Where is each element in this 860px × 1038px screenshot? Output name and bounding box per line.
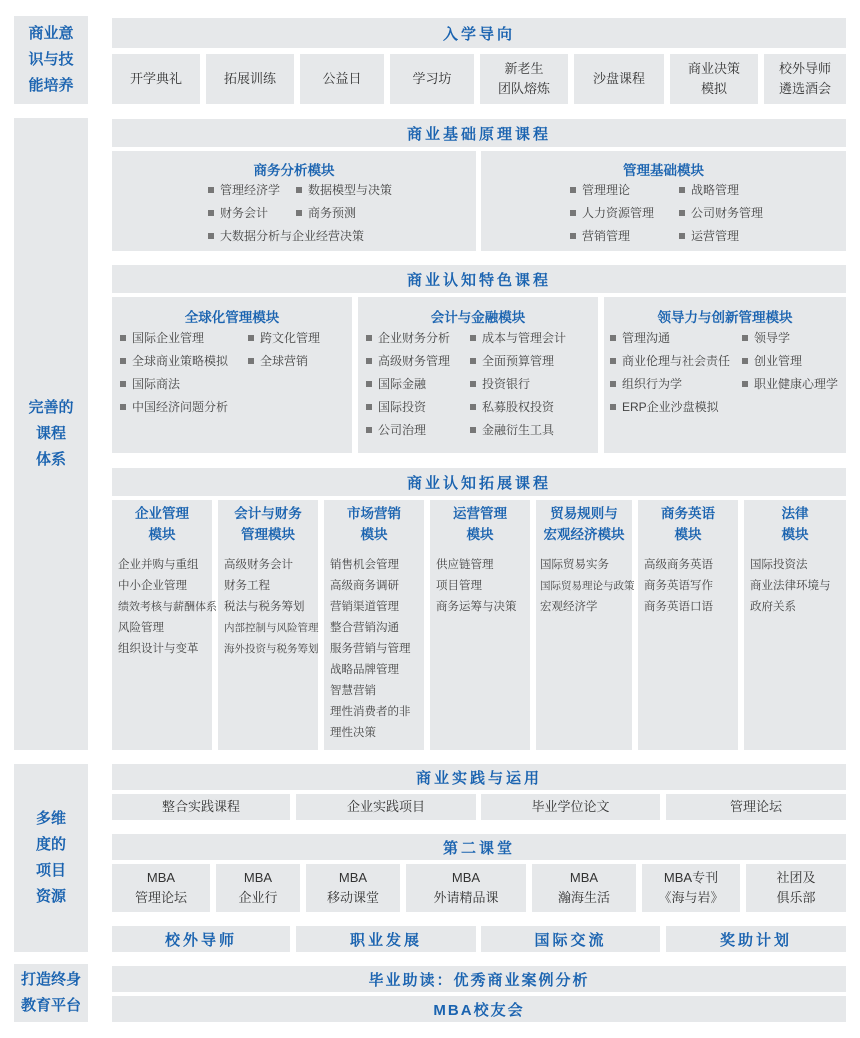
course-item: 公司治理: [366, 419, 450, 442]
course-item: 风险管理: [118, 622, 164, 634]
second-class-item: MBA 瀚海生活: [532, 864, 636, 912]
orientation-title: 入学导向: [442, 25, 515, 43]
category-line: 体系: [35, 451, 66, 468]
course-item: 项目管理: [436, 580, 482, 592]
orientation-item-label: 模拟: [700, 81, 727, 96]
module-items-col1: [120, 327, 228, 419]
bottom-item-label: 国际交流: [534, 931, 607, 949]
extension-column-items: [112, 555, 217, 660]
accounting-finance-module: [358, 297, 598, 453]
extension-column-title: 会计与财务 管理模块: [234, 506, 302, 542]
course-item: 组织行为学: [610, 373, 730, 396]
category-line: 教育平台: [20, 997, 81, 1014]
orientation-item-label: 新老生: [504, 61, 544, 76]
orientation-item-label: 商业决策: [687, 61, 740, 76]
module-title: 会计与金融模块: [430, 310, 526, 325]
category-line: 项目: [35, 862, 66, 879]
second-class-item: MBA 移动课堂: [306, 864, 400, 912]
extension-column: [638, 500, 738, 750]
course-item: 高级商务调研: [330, 580, 399, 592]
bottom-item-label: 奖助计划: [719, 931, 792, 949]
practice-title: 商业实践与运用: [415, 769, 542, 787]
module-items-col1: [570, 179, 654, 248]
orientation-item: [480, 54, 568, 104]
orientation-item-label: 开学典礼: [129, 71, 182, 86]
course-item: 国际贸易理论与政策: [540, 580, 635, 592]
course-item: 投资银行: [470, 373, 566, 396]
course-item: 高级财务会计: [224, 559, 293, 571]
course-item: 商务英语写作: [644, 580, 713, 592]
course-item: 管理经济学: [208, 179, 364, 202]
orientation-item: [390, 54, 474, 104]
featured-title: 商业认知特色课程: [406, 271, 551, 289]
extension-column-items: [218, 555, 318, 660]
category-curriculum: [14, 118, 88, 750]
course-item: 理性决策: [330, 727, 376, 739]
orientation-item: [670, 54, 758, 104]
orientation-item: [206, 54, 294, 104]
module-items-col1: [610, 327, 730, 419]
course-item: 整合营销沟通: [330, 622, 399, 634]
category-line: 能培养: [28, 77, 74, 94]
course-item: 创业管理: [742, 350, 838, 373]
course-item: 大数据分析与企业经营决策: [208, 225, 364, 248]
course-item: 商业法律环境与: [750, 580, 831, 592]
practice-header: [112, 764, 846, 790]
course-item: 企业并购与重组: [118, 559, 199, 571]
course-item: 国际商法: [120, 373, 228, 396]
extension-header: [112, 468, 846, 496]
practice-item-label: 管理论坛: [729, 799, 782, 814]
course-item: 管理理论: [570, 179, 654, 202]
course-item: 国际企业管理: [120, 327, 228, 350]
graduation-text: 毕业助读：优秀商业案例分析: [368, 971, 590, 989]
category-line: 完善的: [28, 399, 74, 416]
category-line: 度的: [35, 836, 66, 853]
course-item: 组织设计与变革: [118, 643, 199, 655]
practice-item: [666, 794, 846, 820]
basic-principles-title: 商业基础原理课程: [406, 125, 551, 143]
practice-item-label: 企业实践项目: [346, 799, 425, 814]
extension-column: [536, 500, 635, 750]
module-items-col2: [679, 179, 763, 248]
course-item: 数据模型与决策: [296, 179, 392, 202]
course-item: 企业财务分析: [366, 327, 450, 350]
bottom-item-career: [296, 926, 476, 952]
featured-header: [112, 265, 846, 293]
course-item: 服务营销与管理: [330, 643, 411, 655]
orientation-item-label: 公益日: [322, 71, 362, 86]
module-items-col1: [366, 327, 450, 442]
course-item: 国际投资: [366, 396, 450, 419]
extension-column: [744, 500, 846, 750]
course-item: 商务预测: [296, 202, 392, 225]
second-class-item: MBA 外请精品课: [406, 864, 526, 912]
second-class-item: MBA 企业行: [216, 864, 300, 912]
course-item: 宏观经济学: [540, 601, 598, 613]
course-item: 全面预算管理: [470, 350, 566, 373]
management-foundation-module: [481, 151, 846, 251]
orientation-item-label: 拓展训练: [223, 71, 276, 86]
course-item: 运营管理: [679, 225, 763, 248]
extension-column-items: [536, 555, 635, 618]
extension-title: 商业认知拓展课程: [406, 474, 551, 492]
module-items-col2: [470, 327, 566, 442]
category-line: 商业意: [28, 25, 74, 42]
course-item: 国际金融: [366, 373, 450, 396]
category-line: 打造终身: [20, 971, 81, 988]
course-item: 战略品牌管理: [330, 664, 399, 676]
bottom-item-scholarship: [666, 926, 846, 952]
module-items-col2: [296, 179, 392, 225]
course-item: 全球商业策略模拟: [120, 350, 228, 373]
extension-column: [218, 500, 318, 750]
orientation-item: [300, 54, 384, 104]
globalization-module: [112, 297, 352, 453]
course-item: 领导学: [742, 327, 838, 350]
course-item: 供应链管理: [436, 559, 494, 571]
leadership-innovation-module: [604, 297, 846, 453]
course-item: 海外投资与税务筹划: [224, 643, 319, 655]
course-item: 国际投资法: [750, 559, 808, 571]
business-analysis-module: [112, 151, 476, 251]
basic-principles-header: [112, 119, 846, 147]
orientation-item-label: 沙盘课程: [592, 71, 645, 86]
course-item: 商务运筹与决策: [436, 601, 517, 613]
course-item: 高级财务管理: [366, 350, 450, 373]
extension-column: [324, 500, 424, 750]
course-item: ERP企业沙盘模拟: [610, 396, 730, 419]
course-item: 中国经济问题分析: [120, 396, 228, 419]
course-item: 商务英语口语: [644, 601, 713, 613]
extension-column: [112, 500, 217, 750]
bottom-item-label: 职业发展: [349, 931, 422, 949]
module-title: 全球化管理模块: [184, 310, 280, 325]
course-item: 销售机会管理: [330, 559, 399, 571]
second-class-item: MBA 管理论坛: [112, 864, 210, 912]
orientation-header: [112, 18, 846, 48]
extension-column-title: 企业管理 模块: [135, 506, 189, 542]
practice-item-label: 毕业学位论文: [531, 799, 610, 814]
course-item: 理性消费者的非: [330, 706, 411, 718]
course-item: 内部控制与风险管理: [224, 622, 319, 634]
course-item: 管理沟通: [610, 327, 730, 350]
extension-column-items: [430, 555, 530, 618]
orientation-item: [574, 54, 664, 104]
course-item: 私募股权投资: [470, 396, 566, 419]
category-line: 多维: [35, 810, 66, 827]
module-items-col2: [248, 327, 320, 373]
course-item: 智慧营销: [330, 685, 376, 697]
course-item: 商业伦理与社会责任: [610, 350, 730, 373]
category-line: 识与技: [28, 51, 74, 68]
orientation-item: [112, 54, 200, 104]
orientation-item: [764, 54, 846, 104]
second-class-header: [112, 834, 846, 860]
course-item: 金融衍生工具: [470, 419, 566, 442]
bottom-item-label: 校外导师: [164, 931, 237, 949]
alumni-banner: [112, 996, 846, 1022]
practice-item: [481, 794, 660, 820]
graduation-banner: [112, 966, 846, 992]
course-item: 政府关系: [750, 601, 796, 613]
extension-column-title: 法律 模块: [781, 506, 809, 542]
extension-column-title: 贸易规则与 宏观经济模块: [543, 506, 625, 542]
orientation-item-label: 校外导师: [778, 61, 831, 76]
extension-column: [430, 500, 530, 750]
category-line: 课程: [35, 425, 66, 442]
practice-item: [296, 794, 476, 820]
practice-item: [112, 794, 290, 820]
course-item: 成本与管理会计: [470, 327, 566, 350]
course-item: 公司财务管理: [679, 202, 763, 225]
second-class-item: MBA专刊 《海与岩》: [642, 864, 740, 912]
orientation-item-label: 遴选酒会: [778, 81, 831, 96]
second-class-title: 第二课堂: [442, 839, 515, 857]
alumni-text: MBA校友会: [433, 1001, 525, 1019]
bottom-item-mentor: [112, 926, 290, 952]
course-item: 跨文化管理: [248, 327, 320, 350]
module-title: 管理基础模块: [623, 163, 704, 178]
category-resources: [14, 764, 88, 952]
extension-column-items: [638, 555, 738, 618]
course-item: 营销渠道管理: [330, 601, 399, 613]
course-item: 财务会计: [208, 202, 364, 225]
practice-item-label: 整合实践课程: [161, 799, 240, 814]
course-item: 国际贸易实务: [540, 559, 609, 571]
course-item: 中小企业管理: [118, 580, 187, 592]
module-title: 商务分析模块: [253, 163, 335, 178]
course-item: 营销管理: [570, 225, 654, 248]
extension-column-items: [744, 555, 846, 618]
category-business-awareness: [14, 16, 88, 104]
course-item: 高级商务英语: [644, 559, 713, 571]
extension-column-items: [324, 555, 424, 744]
category-lifelong: [14, 964, 88, 1022]
extension-column-title: 商务英语 模块: [661, 506, 715, 542]
module-title: 领导力与创新管理模块: [657, 310, 793, 325]
category-line: 资源: [35, 888, 66, 905]
second-class-item: 社团及 俱乐部: [746, 864, 846, 912]
bottom-item-international: [481, 926, 660, 952]
course-item: 人力资源管理: [570, 202, 654, 225]
extension-column-title: 市场营销 模块: [347, 506, 401, 542]
course-item: 战略管理: [679, 179, 763, 202]
orientation-item-label: 团队熔炼: [497, 81, 550, 96]
course-item: 全球营销: [248, 350, 320, 373]
course-item: 税法与税务筹划: [224, 601, 305, 613]
orientation-item-label: 学习坊: [412, 71, 452, 86]
course-item: 财务工程: [224, 580, 270, 592]
course-item: 绩效考核与薪酬体系: [118, 601, 217, 613]
extension-column-title: 运营管理 模块: [453, 506, 507, 542]
module-items-col2: [742, 327, 838, 396]
course-item: 职业健康心理学: [742, 373, 838, 396]
